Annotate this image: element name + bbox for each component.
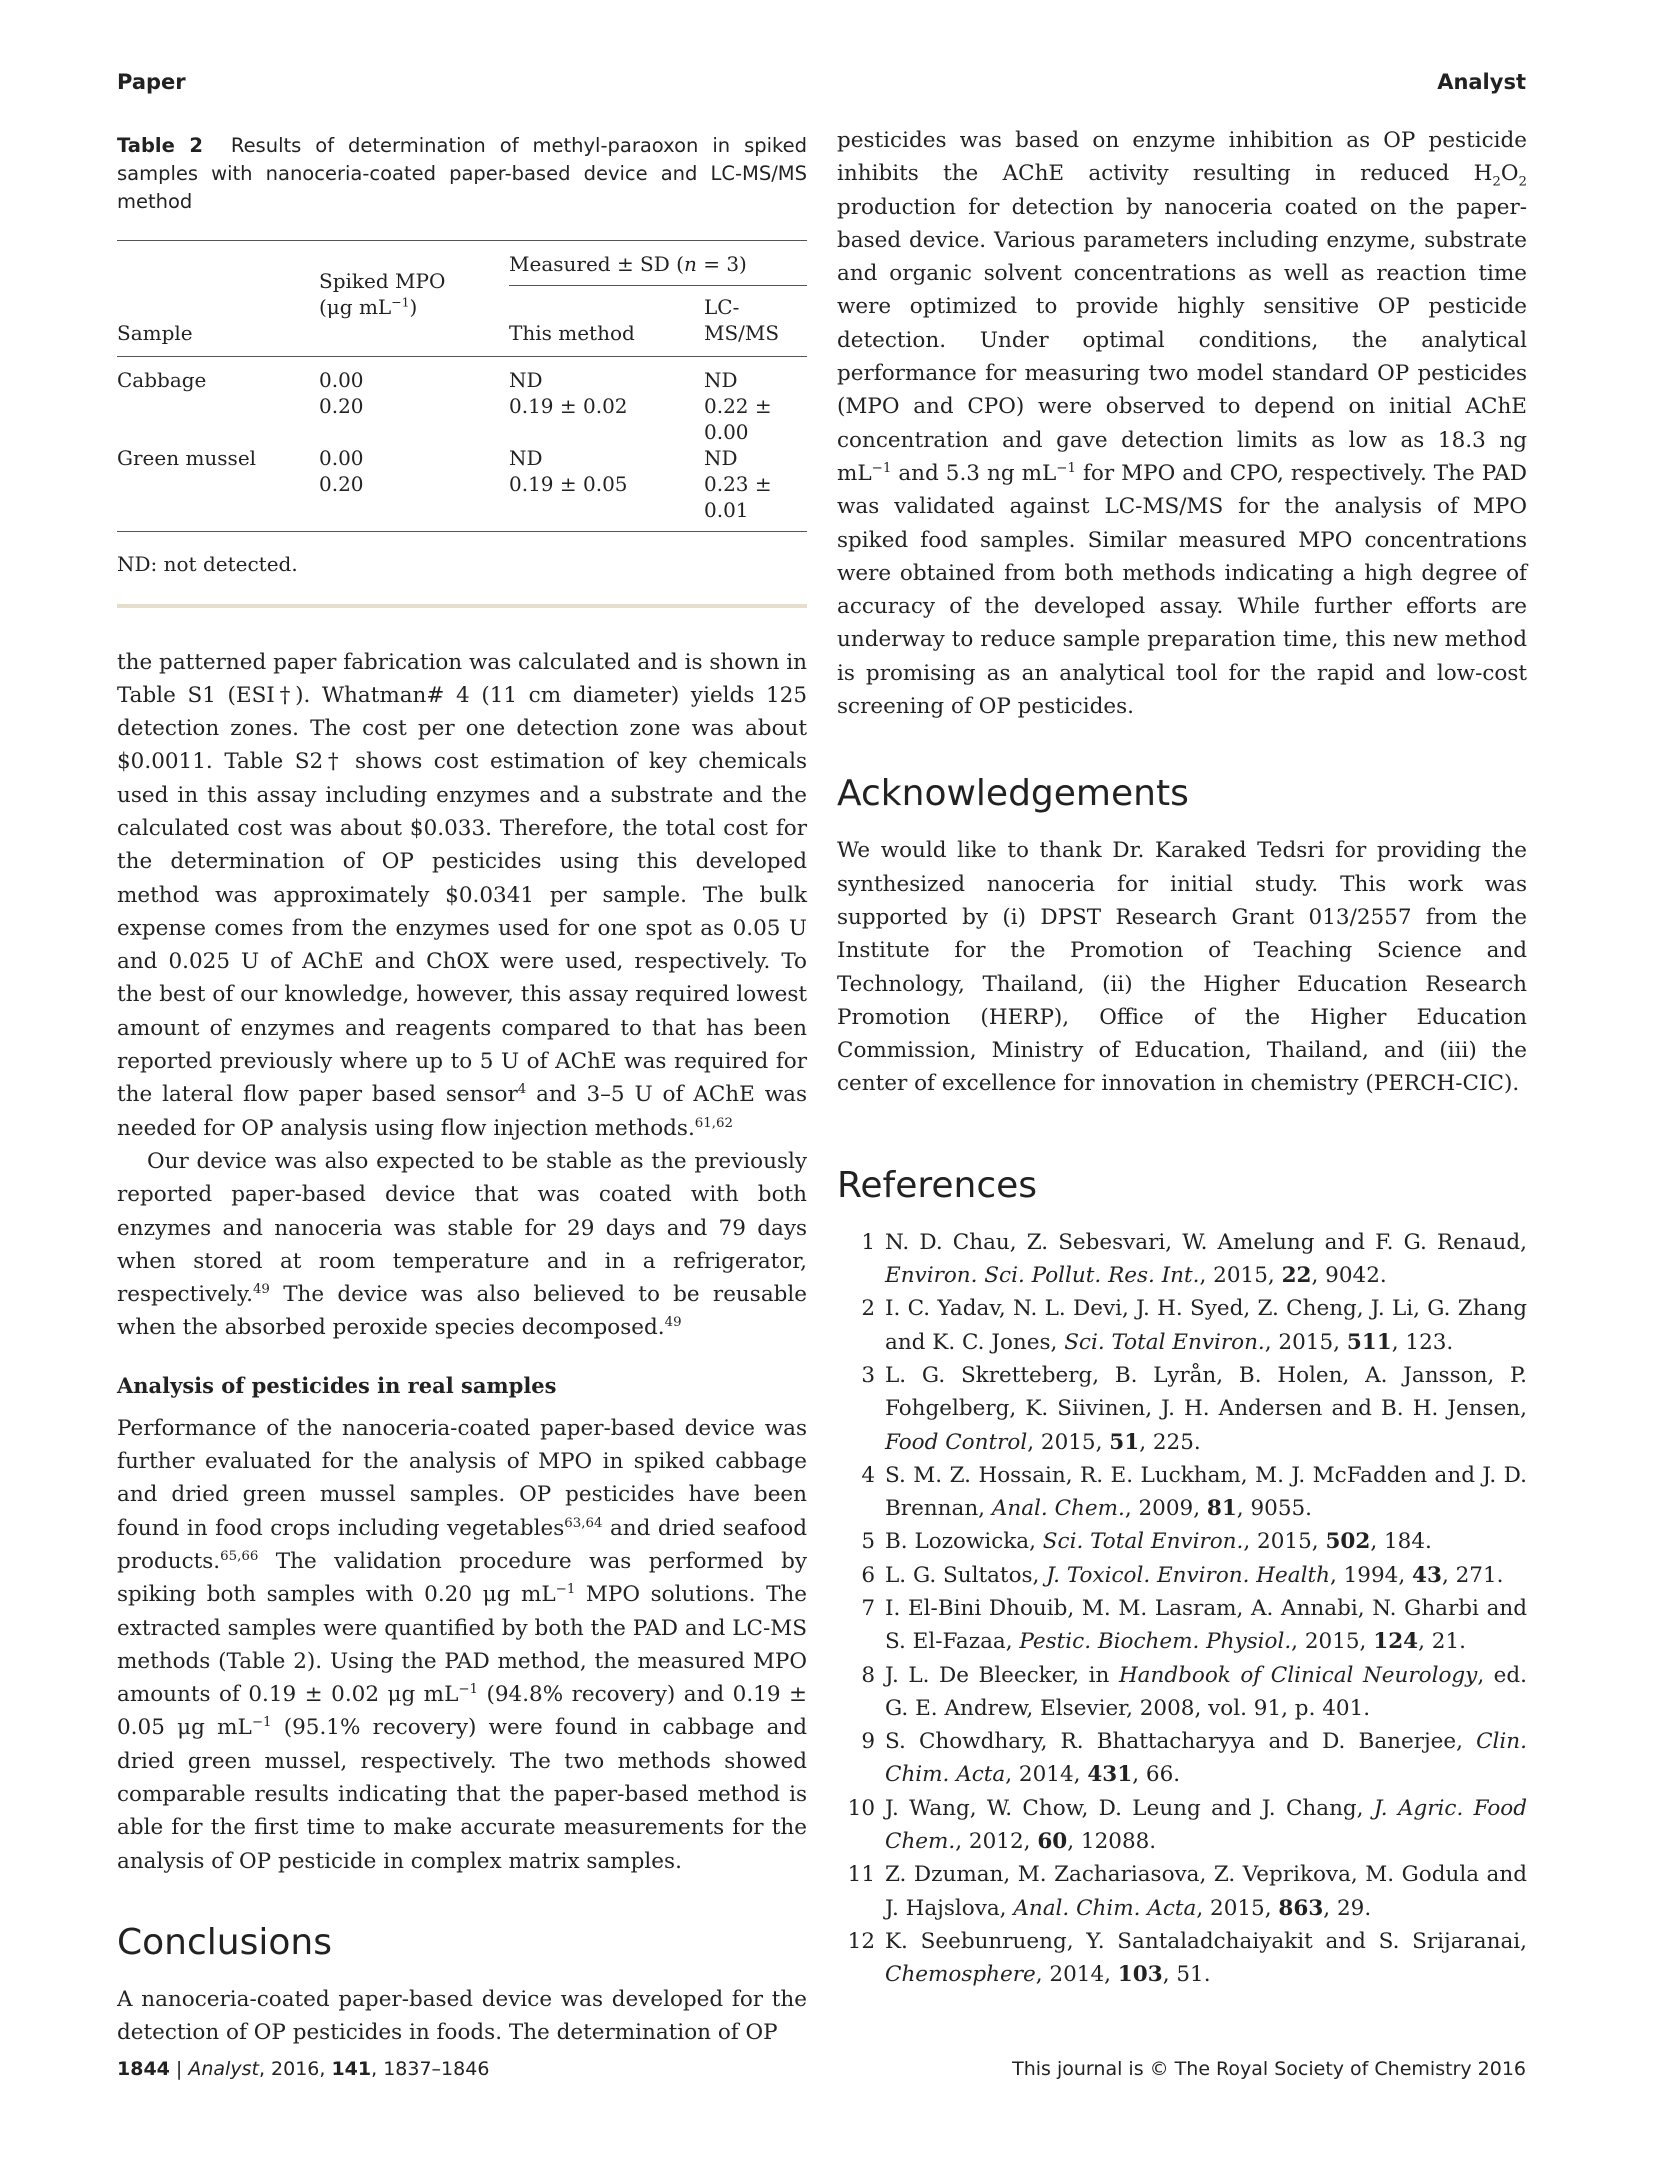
reference-item: 2 I. C. Yadav, N. L. Devi, J. H. Syed, Z. Cheng, J. Li, G. Zhang and K. C. Jones, Sci. Total Environ., 2015, 511, 123.: [861, 1296, 1527, 1355]
reference-item: 4 S. M. Z. Hossain, R. E. Luckham, M. J. McFadden and J. D. Brennan, Anal. Chem., 2009, 81, 9055.: [861, 1462, 1527, 1522]
reference-item: 1 N. D. Chau, Z. Sebesvari, W. Amelung and F. G. Renaud, Environ. Sci. Pollut. Res. Int., 2015, 22, 9042.: [861, 1229, 1527, 1289]
page-number: 1844: [117, 2058, 170, 2080]
body-paragraph: A nanoceria-coated paper-based device was developed for the detection of OP pesticides in foods. The determination of OP: [117, 1986, 807, 2046]
table-end-bar: [117, 604, 807, 608]
section-heading-conclusions: Conclusions: [117, 1921, 332, 1963]
reference-item: 7 I. El-Bini Dhouib, M. M. Lasram, A. Annabi, N. Gharbi and S. El-Fazaa, Pestic. Biochem. Physiol., 2015, 124, 21.: [861, 1595, 1527, 1655]
col-header-lcms: LC-MS/MS: [704, 294, 807, 357]
table-caption: [117, 132, 807, 216]
table-row: Green mussel 0.00 ND ND: [117, 445, 738, 470]
page-footer-copyright: This journal is © The Royal Society of Chemistry 2016: [1012, 2058, 1526, 2080]
acknowledgements-text: We would like to thank Dr. Karaked Tedsri for providing the synthesized nanoceria for initial study. This work was supported by (i) DPST Research Grant 013/2557 from the Institute for the Promotion of Teaching Science and Technology, Thailand, (ii) the Higher Education Research Promotion (HERP), Office of the Higher Education Commission, Ministry of Education, Thailand, and (iii) the center of excellence for innovation in chemistry (PERCH-CIC).: [837, 838, 1527, 1097]
table-label: Table 2: [117, 134, 203, 157]
reference-item: 12 K. Seebunrueng, Y. Santaladchaiyakit and S. Srijaranai, Chemosphere, 2014, 103, 51.: [847, 1928, 1527, 1988]
left-column: [117, 130, 807, 2049]
reference-list: [837, 1226, 1527, 1992]
results-table: [117, 240, 807, 532]
table-row: 0.20 0.19 ± 0.02 0.22 ± 0.00: [319, 393, 772, 444]
col-header-this-method: This method: [509, 294, 704, 357]
body-paragraph: pesticides was based on enzyme inhibition as OP pesticide inhibits the AChE activity resulting in reduced $H_2O_2$ production for detection by nanoceria coated on the paper-based device. Various parameters including enzyme, substrate and organic solvent concentrations as well as reaction time were optimized to provide highly sensitive OP pesticide detection. Under optimal conditions, the analytical performance for measuring two model standard OP pesticides (MPO and CPO) were observed to depend on initial AChE concentration and gave detection limits as low as 18.3 ng $mL^{-1}$ and 5.3 ng $mL^{-1}$ for MPO and CPO, respectively. The PAD was validated against LC-MS/MS for the analysis of MPO spiked food samples. Similar measured MPO concentrations were obtained from both methods indicating a high degree of accuracy of the developed assay. While further efforts are underway to reduce sample preparation time, this new method is promising as an analytical tool for the rapid and low-cost screening of OP pesticides.: [837, 128, 1527, 720]
right-column: [837, 130, 1527, 1992]
body-paragraph: Performance of the nanoceria-coated paper-based device was further evaluated for the analysis of MPO in spiked cabbage and dried green mussel samples. OP pesticides have been found in food crops including vegetables$^{63,64}$ and dried seafood products.$^{65,66}$ The validation procedure was performed by spiking both samples with 0.20 μg $mL^{-1}$ MPO solutions. The extracted samples were quantified by both the PAD and LC-MS methods (Table 2). Using the PAD method, the measured MPO amounts of 0.19 ± 0.02 μg $mL^{-1}$ (94.8% recovery) and 0.19 ± 0.05 μg $mL^{-1}$ (95.1% recovery) were found in cabbage and dried green mussel, respectively. The two methods showed comparable results indicating that the paper-based method is able for the first time to make accurate measurements for the analysis of OP pesticide in complex matrix samples.: [117, 1415, 808, 1874]
table-footnote: ND: not detected.: [117, 551, 298, 576]
subsection-heading: Analysis of pesticides in real samples: [117, 1372, 557, 1398]
reference-item: 3 L. G. Skretteberg, B. Lyrån, B. Holen, A. Jansson, P. Fohgelberg, K. Siivinen, J. H. Andersen and B. H. Jensen, Food Control, 2015, 51, 225.: [861, 1362, 1527, 1455]
running-header-section: Paper: [117, 70, 186, 94]
col-header-spiked: Spiked MPO (μg $mL^{-1}$): [319, 294, 509, 357]
table-row: 0.20 0.19 ± 0.05 0.23 ± 0.01: [117, 471, 807, 532]
col-header-sample: Sample: [117, 294, 319, 357]
body-paragraph: the patterned paper fabrication was calculated and is shown in Table S1 (ESI†). Whatman# 4 (11 cm diameter) yields 125 detection zones. The cost per one detection zone was about $0.0011. Table S2† shows cost estimation of key chemicals used in this assay including enzymes and a substrate and the calculated cost was about $0.033. Therefore, the total cost for the determination of OP pesticides using this developed method was approximately $0.0341 per sample. The bulk expense comes from the enzymes used for one spot as 0.05 U and 0.025 U of AChE and ChOX were used, respectively. To the best of our knowledge, however, this assay required lowest amount of enzymes and reagents compared to that has been reported previously where up to 5 U of AChE was required for the lateral flow paper based sensor$^4$ and 3–5 U of AChE was needed for OP analysis using flow injection methods.$^{61,62}$: [117, 649, 808, 1141]
page-footer-citation: 1844 | Analyst, 2016, 141, 1837–1846: [117, 2058, 490, 2080]
measured-group-header: Measured ± SD (n = 3): [509, 251, 807, 286]
table-caption-text: Results of determination of methyl-paraoxon in spiked samples with nanoceria-coated paper-based device and LC-MS/MS method: [117, 134, 808, 213]
table-header-row-2: [117, 294, 807, 357]
section-heading-acknowledgements: Acknowledgements: [837, 773, 1189, 815]
reference-item: 8 J. L. De Bleecker, in Handbook of Clinical Neurology, ed. G. E. Andrew, Elsevier, 2008, vol. 91, p. 401.: [861, 1662, 1528, 1721]
running-header-journal: Analyst: [1437, 70, 1526, 94]
reference-item: 10 J. Wang, W. Chow, D. Leung and J. Chang, J. Agric. Food Chem., 2012, 60, 12088.: [847, 1795, 1528, 1855]
table-row: Cabbage 0.00 ND ND: [117, 367, 738, 392]
reference-item: 11 Z. Dzuman, M. Zachariasova, Z. Veprikova, M. Godula and J. Hajslova, Anal. Chim. Acta, 2015, 863, 29.: [847, 1862, 1527, 1921]
section-heading-references: References: [837, 1164, 1038, 1206]
reference-item: 6 L. G. Sultatos, J. Toxicol. Environ. Health, 1994, 43, 271.: [861, 1562, 1504, 1588]
reference-item: 5 B. Lozowicka, Sci. Total Environ., 2015, 502, 184.: [861, 1529, 1432, 1555]
body-paragraph: Our device was also expected to be stable as the previously reported paper-based device that was coated with both enzymes and nanoceria was stable for 29 days and 79 days when stored at room temperature and in a refrigerator, respectively.$^{49}$ The device was also believed to be reusable when the absorbed peroxide species decomposed.$^{49}$: [117, 1148, 807, 1341]
reference-item: 9 S. Chowdhary, R. Bhattacharyya and D. Banerjee, Clin. Chim. Acta, 2014, 431, 66.: [861, 1729, 1527, 1788]
